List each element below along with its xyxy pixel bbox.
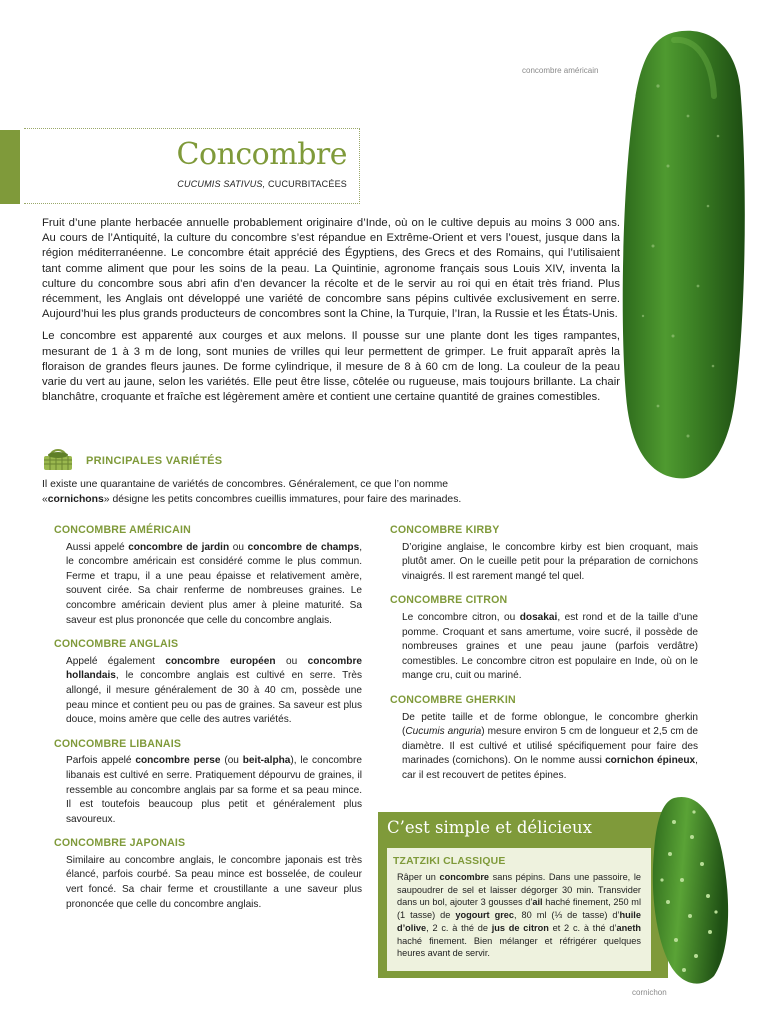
- variety-body: [54, 655, 362, 728]
- text-run: ou: [229, 541, 248, 553]
- bold-term: aneth: [616, 922, 641, 933]
- text-run: sans pépins. Dans une passoire, le saupoudrer de sel et laisser dégorger 30 min. Transvider dans un bol, ajouter 3 gousses d’: [397, 872, 641, 908]
- variety-body: [54, 754, 362, 827]
- bold-term: ail: [532, 897, 543, 908]
- text-run: , le concombre anglais est cultivé en serre. Très allongé, il mesure généralement de 30 à 40 cm, possède une peau mince et contient peu ou pas de graines. Sa saveur est plus douce, moins amère que celle des autres variétés.: [66, 670, 362, 726]
- text-run: , 2 c. à thé de: [426, 922, 492, 933]
- intro-paragraph-2: Le concombre est apparenté aux courges et aux melons. Il pousse sur une plante dont les tiges rampantes, mesurant de 1 à 3 m de long, sont munies de vrilles qui leur permettent de grimper. Le fruit apparaît après la floraison de grandes fleurs jaunes. De forme cylindrique, il mesure de 8 à 60 cm de long. La couleur de la peau varie du vert au jaune, selon les variétés. Elle peut être lisse, côtelée ou rugueuse, mais toujours brillante. La chair blanchâtre, croquante et fraîche est légèrement amère et contient une certaine quantité de graines comestibles.: [42, 330, 620, 404]
- page-subtitle: [177, 179, 347, 189]
- text-run: , est rond et de la taille d’une pomme. Croquant et sans amertume, voire sucré, il possède de nombreuses graines et une peau jaune (parfois verdâtre) comestibles. Le concombre citron est populaire en Inde, où on le mange cru, cuit ou mariné.: [402, 611, 699, 682]
- bold-term: huile d’olive: [397, 910, 641, 933]
- varietes-heading: PRINCIPALES VARIÉTÉS: [86, 455, 223, 467]
- bold-term: concombre de jardin: [128, 541, 230, 553]
- recipe-box: [378, 812, 668, 978]
- bold-term: yogourt grec: [455, 910, 514, 921]
- text-run: Râper un: [397, 872, 440, 882]
- text-run: Aussi appelé: [66, 541, 129, 553]
- recipe-body: [387, 848, 651, 971]
- variety-body: Similaire au concombre anglais, le concombre japonais est très élancé, parfois courbé. Sa peau mince est bosselée, de couleur vert foncé. Sa chair ferme et croustillante a une saveur plus prononcée que celle du concombre anglais.: [66, 854, 362, 910]
- gherkin-image: [644, 792, 736, 986]
- variety-body: [390, 711, 698, 784]
- variety-kirby: [390, 523, 698, 584]
- cucumber-image: [618, 26, 750, 484]
- text-run: ou: [275, 655, 308, 667]
- cucumber-image-caption: concombre américain: [522, 66, 599, 75]
- variety-citron: [390, 593, 698, 684]
- variety-title: CONCOMBRE LIBANAIS: [54, 737, 182, 750]
- variety-libanais: [54, 737, 362, 828]
- variety-title: CONCOMBRE JAPONAIS: [54, 837, 186, 850]
- text-run: ), le concombre libanais est cultivé en serre. Pratiquement dépourvu de graines, il ressemble au concombre anglais par sa forme et sa peau mince. Il est toutefois beaucoup plus petit et généralement plus savoureux.: [66, 755, 362, 825]
- text-run: (ou: [220, 755, 243, 767]
- bold-term: dosakai: [519, 611, 558, 623]
- italic-term: Cucumis anguria: [405, 726, 482, 738]
- variety-americain: [54, 523, 362, 628]
- varietes-intro-bold: cornichons: [47, 494, 104, 505]
- variety-gherkin: [390, 693, 698, 784]
- variety-title: CONCOMBRE KIRBY: [390, 524, 500, 536]
- varietes-intro: [42, 477, 512, 507]
- variety-title: CONCOMBRE AMÉRICAIN: [54, 524, 192, 536]
- variety-body: [390, 611, 698, 684]
- recipe-banner: C’est simple et délicieux: [387, 818, 592, 837]
- variety-title: CONCOMBRE GHERKIN: [390, 693, 516, 706]
- recipe-title: TZATZIKI CLASSIQUE: [393, 856, 506, 867]
- gherkin-image-caption: cornichon: [632, 988, 667, 997]
- text-run: Appelé également: [66, 655, 166, 667]
- bold-term: cornichon épineux: [605, 755, 696, 767]
- bold-term: concombre européen: [165, 655, 276, 667]
- variety-title: CONCOMBRE CITRON: [390, 594, 508, 607]
- title-accent-bar: [0, 130, 20, 204]
- intro-paragraph-1: Fruit d’une plante herbacée annuelle probablement originaire d’Inde, où on le cultive depuis au moins 3 000 ans. Au cours de l’Antiquité, la culture du concombre s’est répandue en Extrême-Orient et vers l’ouest, jusque dans la région méditerranéenne. Le concombre était apprécié des Égyptiens, des Grecs et des Romains, qui l’utilisaient tant comme aliment que pour les soins de la peau. La Quintinie, agronome français sous Louis XIV, inventa la culture du concombre sous abri afin d’en devancer la récolte et de le servir au roi qui en était très friand. Plus récemment, les Anglais ont développé une variété de concombre sans pépins cultivée exclusivement en serre. Aujourd’hui les plus grands producteurs de concombres sont la Chine, la Turquie, l’Iran, la Russie et les États-Unis.: [42, 217, 620, 321]
- bold-term: beit-alpha: [242, 755, 291, 767]
- variety-title: CONCOMBRE ANGLAIS: [54, 638, 179, 651]
- variety-anglais: [54, 637, 362, 728]
- text-run: Le concombre citron, ou: [402, 611, 520, 623]
- bold-term: concombre de champs: [247, 541, 360, 553]
- bold-term: jus de citron: [491, 922, 549, 933]
- bold-term: concombre hollandais: [66, 655, 362, 682]
- text-run: De petite taille et de forme oblongue, le concombre gherkin (: [402, 711, 698, 738]
- text-run: , 80 ml (⅓ de tasse) d’: [513, 910, 620, 921]
- variety-japonais: [54, 836, 362, 912]
- varietes-intro-c: » désigne les petits concombres cueillis immatures, pour faire des marinades.: [103, 494, 462, 505]
- page-title: Concombre: [176, 137, 347, 172]
- bold-term: concombre perse: [135, 755, 221, 767]
- recipe-text: [397, 871, 641, 960]
- text-run: , le concombre américain est considéré comme le plus commun. Ferme et trapu, il a une peau épaisse et relativement amère, souvent cirée. Sa chair renferme de nombreuses graines. Le concombre américain devient plus amer à pleine maturité. Sa saveur est plus prononcée que celle du concombre anglais.: [66, 541, 362, 626]
- basket-icon: [42, 446, 74, 472]
- latin-name: CUCUMIS SATIVUS,: [177, 179, 266, 189]
- right-column: [390, 523, 698, 784]
- text-run: haché finement, 250 ml (1 tasse) de: [397, 897, 642, 921]
- varietes-intro-a: Il existe une quarantaine de variétés de concombres. Généralement, ce que l’on nomme «: [42, 479, 449, 505]
- bold-term: concombre: [439, 872, 490, 882]
- text-run: et 2 c. à thé d’: [548, 922, 617, 933]
- text-run: Parfois appelé: [66, 755, 136, 767]
- variety-body: [54, 541, 362, 629]
- intro-text: [42, 216, 620, 405]
- family-name: CUCURBITACÉES: [265, 179, 347, 189]
- text-run: ) mesure environ 5 cm de longueur et 2,5 cm de diamètre. Il est cultivé et utilisé spécifiquement pour faire des marinades (cornichons). On le nomme aussi: [402, 726, 698, 767]
- text-run: , car il est recouvert de petites épines.: [402, 755, 698, 781]
- text-run: haché finement. Bien mélanger et réfrigérer quelques heures avant de servir.: [397, 935, 641, 959]
- title-box: [24, 128, 360, 204]
- variety-body: D’origine anglaise, le concombre kirby est bien croquant, mais plutôt amer. On le cueille petit pour la préparation de cornichons vinaigrés. Il est rarement mangé tel quel.: [402, 541, 698, 582]
- left-column: [54, 523, 362, 912]
